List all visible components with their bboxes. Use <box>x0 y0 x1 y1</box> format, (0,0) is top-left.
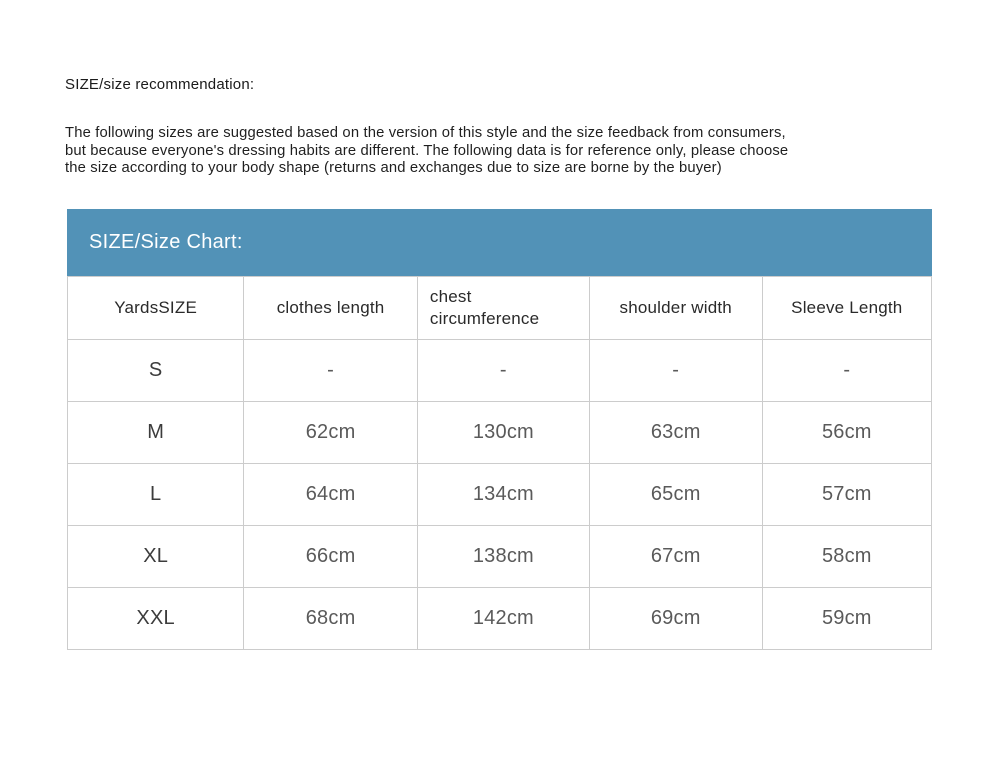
table-cell: 68cm <box>244 587 418 649</box>
table-cell: - <box>244 339 418 401</box>
table-header-row <box>68 276 932 339</box>
table-cell: 58cm <box>762 525 931 587</box>
table-cell: 56cm <box>762 401 931 463</box>
table-cell: - <box>762 339 931 401</box>
table-cell: 67cm <box>589 525 762 587</box>
table-cell-size: XXL <box>68 587 244 649</box>
table-cell: 62cm <box>244 401 418 463</box>
table-cell-size: L <box>68 463 244 525</box>
size-table-header <box>68 276 932 339</box>
description-line: but because everyone's dressing habits are different. The following data is for reference only, please choose <box>65 142 789 159</box>
size-recommendation-text <box>65 125 935 178</box>
table-row-m <box>68 401 932 463</box>
table-header-cell-size: YardsSIZE <box>68 276 244 339</box>
size-table-body <box>68 339 932 649</box>
table-row-s <box>68 339 932 401</box>
table-cell: 66cm <box>244 525 418 587</box>
table-cell: 69cm <box>589 587 762 649</box>
table-row-xl <box>68 525 932 587</box>
table-cell: 134cm <box>417 463 589 525</box>
description-line: The following sizes are suggested based on the version of this style and the size feedback from consumers, <box>65 125 786 141</box>
table-cell: 64cm <box>244 463 418 525</box>
table-cell-size: S <box>68 339 244 401</box>
table-cell-size: M <box>68 401 244 463</box>
table-header-cell-chest-circumference: chest circumference <box>417 276 589 339</box>
table-cell: - <box>589 339 762 401</box>
size-table <box>67 276 932 650</box>
table-cell: 59cm <box>762 587 931 649</box>
page-title: SIZE/size recommendation: <box>65 76 255 93</box>
table-cell: 130cm <box>417 401 589 463</box>
size-chart-title-bar <box>67 209 932 276</box>
table-row-xxl <box>68 587 932 649</box>
table-cell: 142cm <box>417 587 589 649</box>
table-cell: - <box>417 339 589 401</box>
table-header-cell-sleeve-length: Sleeve Length <box>762 276 931 339</box>
table-cell: 63cm <box>589 401 762 463</box>
table-cell: 65cm <box>589 463 762 525</box>
table-cell: 138cm <box>417 525 589 587</box>
table-header-cell-clothes-length: clothes length <box>244 276 418 339</box>
table-header-cell-shoulder-width: shoulder width <box>589 276 762 339</box>
description-line: the size according to your body shape (returns and exchanges due to size are borne by the buyer) <box>65 160 722 177</box>
table-cell-size: XL <box>68 525 244 587</box>
size-chart-title: SIZE/Size Chart: <box>89 230 243 253</box>
table-row-l <box>68 463 932 525</box>
size-chart-section <box>67 209 932 650</box>
table-cell: 57cm <box>762 463 931 525</box>
